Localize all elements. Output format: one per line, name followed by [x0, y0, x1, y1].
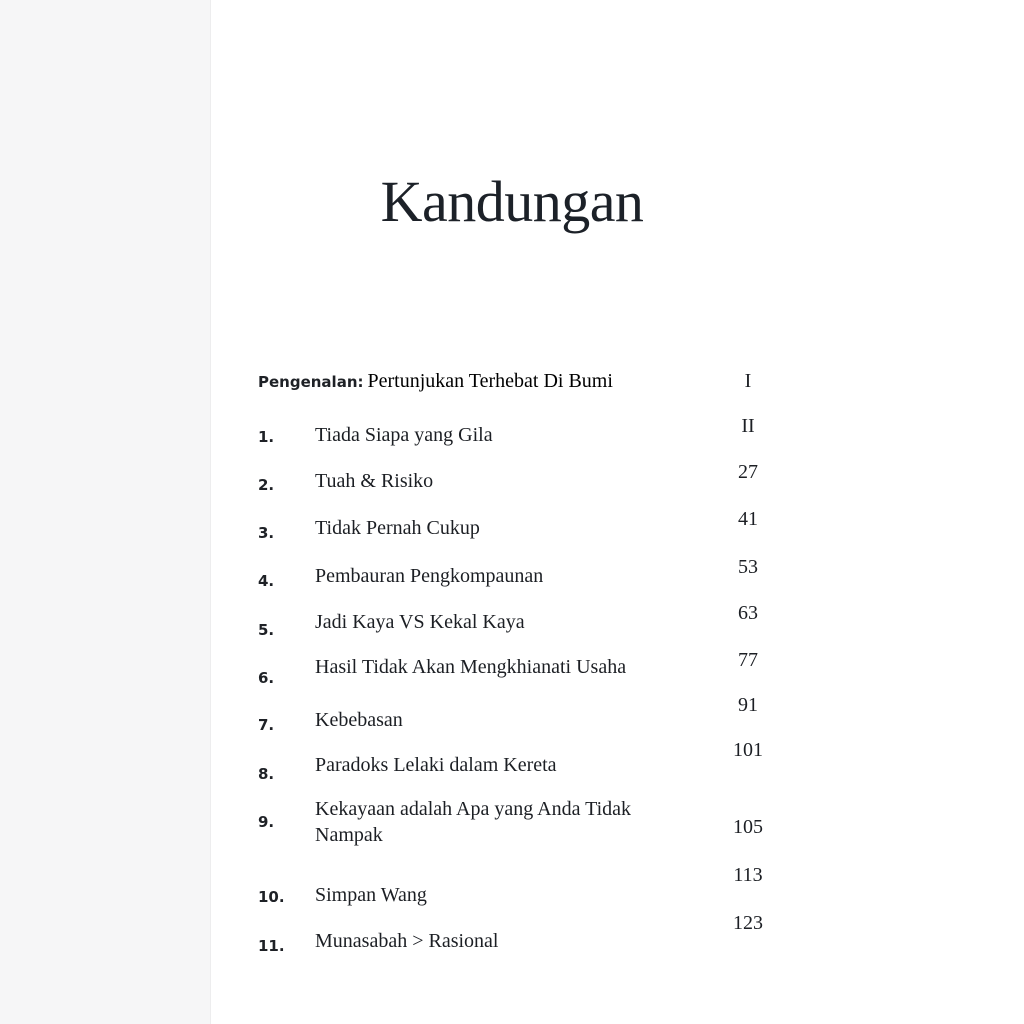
entry-page-number: 77	[738, 649, 758, 671]
entry-page-number: 105	[733, 816, 763, 838]
entry-number: 6.	[258, 669, 275, 687]
entry-page-number: II	[741, 415, 755, 437]
entry-title: Kebebasan	[315, 709, 403, 731]
entry-number: 8.	[258, 765, 275, 783]
entry-title: Tidak Pernah Cukup	[315, 517, 480, 539]
entry-number: 4.	[258, 572, 275, 590]
entry-page-number: 27	[738, 461, 758, 483]
entry-page-number: 41	[738, 508, 758, 530]
entry-number: 3.	[258, 524, 275, 542]
introduction-title: Pertunjukan Terhebat Di Bumi	[367, 370, 613, 392]
entry-number: 5.	[258, 621, 275, 639]
entry-page-number: 63	[738, 602, 758, 624]
entry-title: Munasabah > Rasional	[315, 930, 499, 952]
introduction-prefix: Pengenalan:	[258, 373, 364, 391]
entry-number: 9.	[258, 813, 275, 831]
entry-page-number: 53	[738, 556, 758, 578]
entry-title: Tiada Siapa yang Gila	[315, 424, 493, 446]
entry-number: 1.	[258, 428, 275, 446]
entry-page-number: 101	[733, 739, 763, 761]
entry-page-number: 123	[733, 912, 763, 934]
entry-number: 2.	[258, 476, 275, 494]
page-title: Kandungan	[380, 169, 644, 234]
entry-title: Hasil Tidak Akan Mengkhianati Usaha	[315, 656, 627, 678]
introduction-page-number: I	[744, 370, 752, 392]
entry-title: Kekayaan adalah Apa yang Anda Tidak Nampak	[315, 798, 632, 846]
entry-number: 11.	[258, 937, 285, 955]
entry-number: 10.	[258, 888, 285, 906]
entry-title: Pembauran Pengkompaunan	[315, 565, 544, 587]
entry-title: Simpan Wang	[315, 884, 427, 906]
entry-page-number: 113	[733, 864, 763, 886]
entry-title: Paradoks Lelaki dalam Kereta	[315, 754, 557, 776]
entry-page-number: 91	[738, 694, 758, 716]
entry-title: Jadi Kaya VS Kekal Kaya	[315, 611, 525, 633]
entry-number: 7.	[258, 716, 275, 734]
entry-title: Tuah & Risiko	[315, 470, 434, 492]
